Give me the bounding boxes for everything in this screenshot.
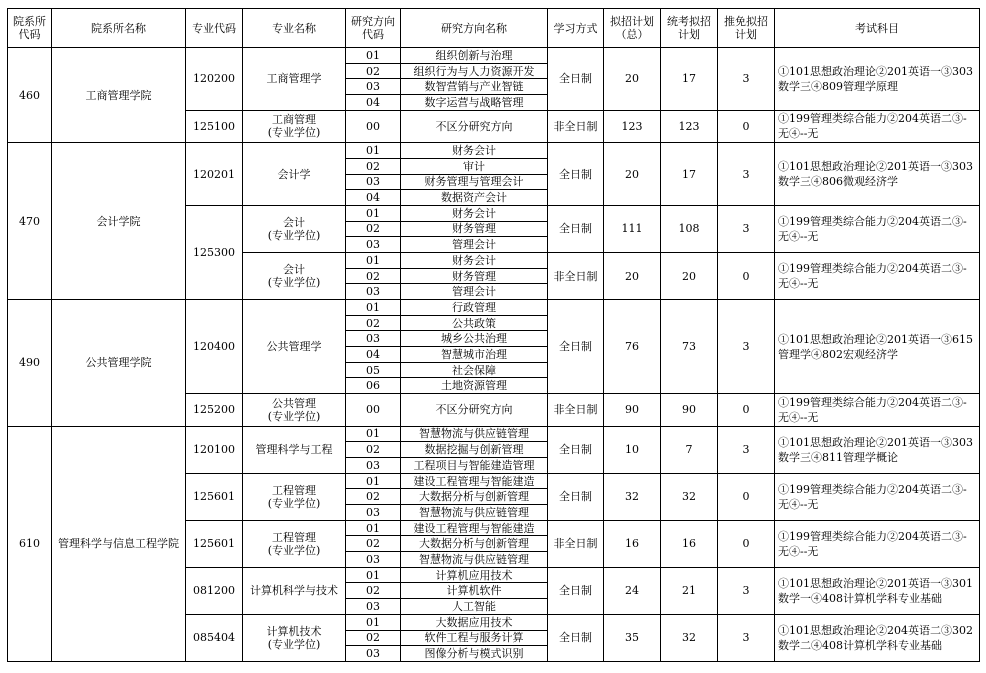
dept-code: 610 [8,426,52,661]
direction-name: 计算机软件 [401,583,548,599]
direction-name: 组织行为与人力资源开发 [401,63,548,79]
direction-code: 03 [346,237,401,253]
header-exempt-plan: 推免拟招计划 [718,9,775,48]
direction-name: 管理会计 [401,237,548,253]
major-code: 085404 [186,614,243,661]
exam-subjects: ①199管理类综合能力②204英语二③-无④--无 [775,394,980,426]
major-name: 公共管理学 [243,300,346,394]
major-name: 工程管理 (专业学位) [243,520,346,567]
study-mode: 全日制 [548,300,604,394]
exam-subjects: ①101思想政治理论②201英语一③303数学三④809管理学原理 [775,48,980,111]
plan-total: 20 [604,48,661,111]
table-row [8,48,980,64]
direction-name: 软件工程与服务计算 [401,630,548,646]
direction-code: 05 [346,362,401,378]
exempt-plan: 3 [718,614,775,661]
major-code: 120100 [186,426,243,473]
header-direction-name: 研究方向名称 [401,9,548,48]
exempt-plan: 0 [718,252,775,299]
direction-name: 数据资产会计 [401,190,548,206]
exempt-plan: 3 [718,300,775,394]
header-major-name: 专业名称 [243,9,346,48]
direction-name: 智慧物流与供应链管理 [401,426,548,442]
major-code: 125200 [186,394,243,426]
direction-name: 财务会计 [401,205,548,221]
exempt-plan: 0 [718,110,775,142]
study-mode: 全日制 [548,143,604,206]
direction-name: 智慧物流与供应链管理 [401,505,548,521]
unified-plan: 123 [661,110,718,142]
table-row [8,300,980,316]
direction-name: 社会保障 [401,362,548,378]
direction-code: 01 [346,143,401,159]
dept-code: 470 [8,143,52,300]
direction-code: 00 [346,110,401,142]
direction-code: 04 [346,190,401,206]
plan-total: 32 [604,473,661,520]
direction-code: 01 [346,473,401,489]
unified-plan: 17 [661,143,718,206]
major-name: 工商管理学 [243,48,346,111]
dept-name: 管理科学与信息工程学院 [52,426,186,661]
direction-name: 组织创新与治理 [401,48,548,64]
exempt-plan: 3 [718,48,775,111]
direction-code: 03 [346,599,401,615]
exam-subjects: ①199管理类综合能力②204英语二③-无④--无 [775,252,980,299]
direction-name: 财务会计 [401,143,548,159]
major-code: 125601 [186,473,243,520]
direction-code: 03 [346,331,401,347]
plan-total: 76 [604,300,661,394]
direction-code: 02 [346,536,401,552]
direction-name: 财务管理 [401,221,548,237]
exam-subjects: ①101思想政治理论②201英语一③303数学三④806微观经济学 [775,143,980,206]
dept-name: 公共管理学院 [52,300,186,427]
direction-code: 01 [346,252,401,268]
header-dept-code: 院系所代码 [8,9,52,48]
direction-code: 02 [346,315,401,331]
study-mode: 全日制 [548,614,604,661]
direction-name: 财务管理 [401,268,548,284]
direction-name: 图像分析与模式识别 [401,646,548,662]
direction-name: 不区分研究方向 [401,110,548,142]
direction-name: 大数据分析与创新管理 [401,489,548,505]
direction-code: 03 [346,284,401,300]
direction-name: 建设工程管理与智能建造 [401,520,548,536]
header-major-code: 专业代码 [186,9,243,48]
major-code: 125100 [186,110,243,142]
direction-code: 01 [346,520,401,536]
direction-name: 大数据分析与创新管理 [401,536,548,552]
study-mode: 全日制 [548,426,604,473]
header-plan-total: 拟招计划（总） [604,9,661,48]
enrollment-table [7,8,980,662]
header-exam-subjects: 考试科目 [775,9,980,48]
direction-code: 01 [346,300,401,316]
direction-name: 工程项目与智能建造管理 [401,457,548,473]
unified-plan: 32 [661,473,718,520]
direction-code: 03 [346,646,401,662]
major-code: 081200 [186,567,243,614]
header-row [8,9,980,48]
major-code: 120400 [186,300,243,394]
direction-code: 02 [346,583,401,599]
study-mode: 全日制 [548,48,604,111]
major-code: 120201 [186,143,243,206]
major-name: 公共管理 (专业学位) [243,394,346,426]
study-mode: 全日制 [548,473,604,520]
dept-code: 490 [8,300,52,427]
plan-total: 16 [604,520,661,567]
direction-name: 数智营销与产业智链 [401,79,548,95]
direction-name: 行政管理 [401,300,548,316]
exam-subjects: ①199管理类综合能力②204英语二③-无④--无 [775,205,980,252]
major-name: 工程管理 (专业学位) [243,473,346,520]
direction-code: 02 [346,221,401,237]
exempt-plan: 3 [718,567,775,614]
exempt-plan: 3 [718,143,775,206]
header-unified-plan: 统考拟招计划 [661,9,718,48]
direction-code: 02 [346,489,401,505]
direction-name: 智慧城市治理 [401,347,548,363]
header-study-mode: 学习方式 [548,9,604,48]
direction-name: 数据挖掘与创新管理 [401,442,548,458]
plan-total: 123 [604,110,661,142]
plan-total: 111 [604,205,661,252]
study-mode: 非全日制 [548,394,604,426]
unified-plan: 73 [661,300,718,394]
direction-code: 06 [346,378,401,394]
study-mode: 全日制 [548,205,604,252]
direction-name: 计算机应用技术 [401,567,548,583]
direction-code: 03 [346,79,401,95]
major-name: 计算机技术 (专业学位) [243,614,346,661]
direction-code: 02 [346,63,401,79]
direction-name: 土地资源管理 [401,378,548,394]
major-code: 125601 [186,520,243,567]
study-mode: 非全日制 [548,520,604,567]
plan-total: 20 [604,143,661,206]
unified-plan: 7 [661,426,718,473]
direction-code: 03 [346,457,401,473]
direction-code: 01 [346,614,401,630]
exam-subjects: ①199管理类综合能力②204英语二③-无④--无 [775,110,980,142]
exam-subjects: ①101思想政治理论②201英语一③615管理学④802宏观经济学 [775,300,980,394]
direction-code: 02 [346,630,401,646]
direction-name: 审计 [401,158,548,174]
direction-code: 02 [346,442,401,458]
exam-subjects: ①199管理类综合能力②204英语二③-无④--无 [775,473,980,520]
direction-code: 01 [346,567,401,583]
direction-name: 不区分研究方向 [401,394,548,426]
direction-name: 建设工程管理与智能建造 [401,473,548,489]
direction-code: 03 [346,552,401,568]
direction-code: 01 [346,426,401,442]
exempt-plan: 0 [718,473,775,520]
major-name: 计算机科学与技术 [243,567,346,614]
unified-plan: 90 [661,394,718,426]
dept-name: 工商管理学院 [52,48,186,143]
major-name: 工商管理 (专业学位) [243,110,346,142]
table-body [8,48,980,662]
unified-plan: 16 [661,520,718,567]
major-code: 125300 [186,205,243,299]
header-dept-name: 院系所名称 [52,9,186,48]
exempt-plan: 3 [718,426,775,473]
major-name: 会计 (专业学位) [243,205,346,252]
direction-name: 管理会计 [401,284,548,300]
unified-plan: 108 [661,205,718,252]
direction-name: 大数据应用技术 [401,614,548,630]
direction-code: 03 [346,505,401,521]
plan-total: 10 [604,426,661,473]
direction-name: 公共政策 [401,315,548,331]
study-mode: 非全日制 [548,110,604,142]
direction-name: 财务管理与管理会计 [401,174,548,190]
exam-subjects: ①199管理类综合能力②204英语二③-无④--无 [775,520,980,567]
header-direction-code: 研究方向代码 [346,9,401,48]
exempt-plan: 0 [718,394,775,426]
direction-code: 04 [346,95,401,111]
plan-total: 24 [604,567,661,614]
direction-code: 02 [346,268,401,284]
unified-plan: 21 [661,567,718,614]
unified-plan: 32 [661,614,718,661]
direction-name: 人工智能 [401,599,548,615]
major-name: 管理科学与工程 [243,426,346,473]
exempt-plan: 3 [718,205,775,252]
direction-code: 00 [346,394,401,426]
plan-total: 35 [604,614,661,661]
direction-name: 城乡公共治理 [401,331,548,347]
direction-name: 智慧物流与供应链管理 [401,552,548,568]
direction-code: 04 [346,347,401,363]
exam-subjects: ①101思想政治理论②204英语二③302数学二④408计算机学科专业基础 [775,614,980,661]
dept-name: 会计学院 [52,143,186,300]
unified-plan: 17 [661,48,718,111]
direction-name: 数字运营与战略管理 [401,95,548,111]
direction-code: 01 [346,48,401,64]
unified-plan: 20 [661,252,718,299]
exam-subjects: ①101思想政治理论②201英语一③301数学一④408计算机学科专业基础 [775,567,980,614]
plan-total: 20 [604,252,661,299]
dept-code: 460 [8,48,52,143]
exam-subjects: ①101思想政治理论②201英语一③303数学三④811管理学概论 [775,426,980,473]
direction-code: 03 [346,174,401,190]
direction-code: 02 [346,158,401,174]
major-code: 120200 [186,48,243,111]
plan-total: 90 [604,394,661,426]
direction-name: 财务会计 [401,252,548,268]
study-mode: 全日制 [548,567,604,614]
major-name: 会计学 [243,143,346,206]
direction-code: 01 [346,205,401,221]
table-row [8,426,980,442]
table-row [8,143,980,159]
exempt-plan: 0 [718,520,775,567]
major-name: 会计 (专业学位) [243,252,346,299]
study-mode: 非全日制 [548,252,604,299]
